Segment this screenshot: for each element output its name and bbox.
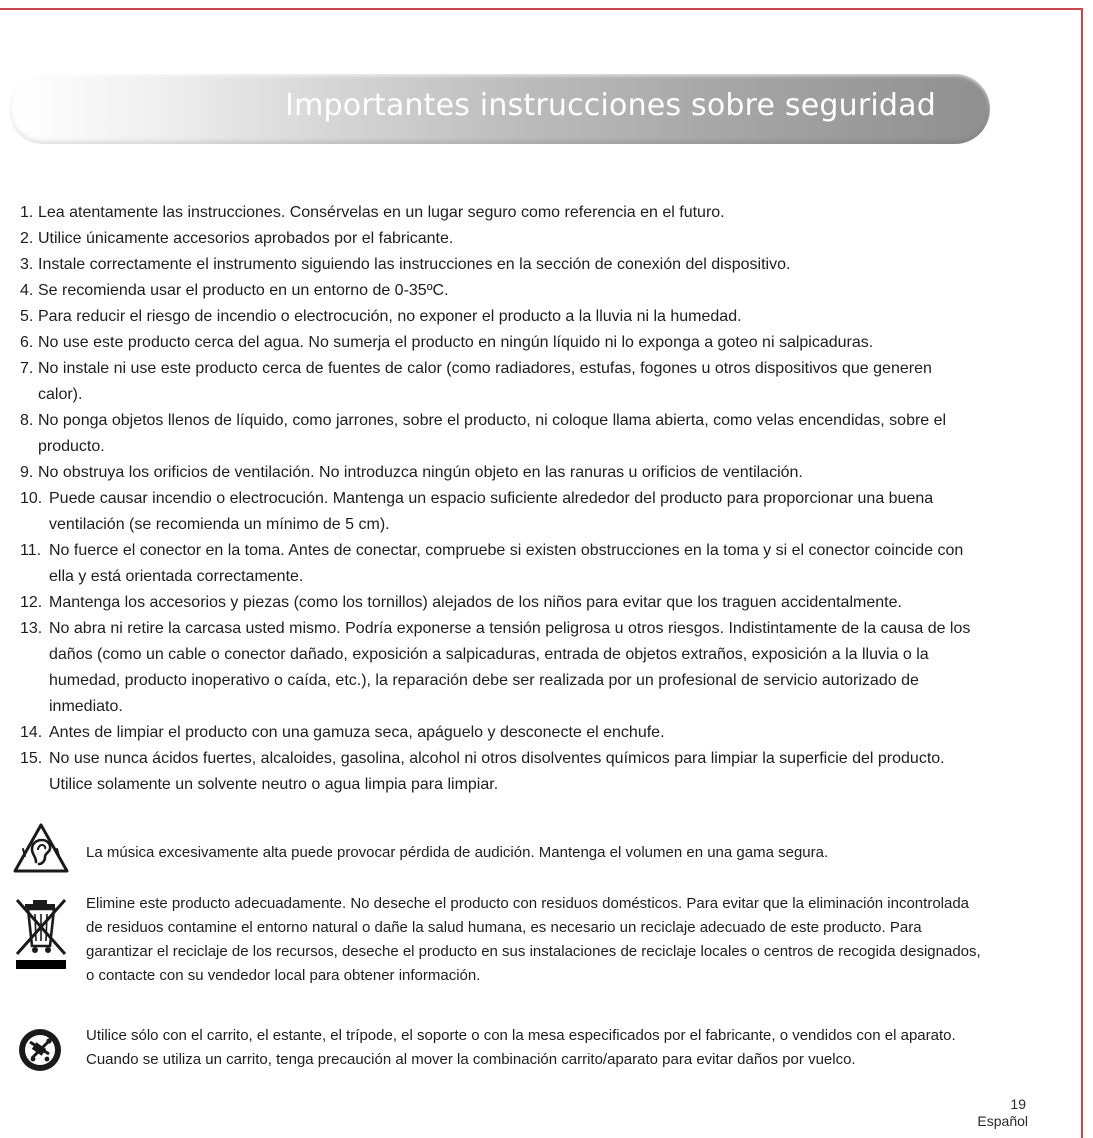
instruction-item bbox=[20, 590, 980, 616]
instruction-text: Lea atentamente las instrucciones. Consérvelas en un lugar seguro como referencia en el futuro. bbox=[38, 204, 725, 221]
instruction-item bbox=[20, 538, 980, 590]
hearing-warning-icon bbox=[12, 822, 70, 874]
instruction-item bbox=[20, 720, 980, 746]
instruction-number: 5. bbox=[20, 308, 34, 325]
instruction-text: Antes de limpiar el producto con una gamuza seca, apáguelo y desconecte el enchufe. bbox=[49, 724, 665, 741]
instruction-item bbox=[20, 252, 980, 278]
instruction-item bbox=[20, 330, 980, 356]
instruction-number: 15. bbox=[20, 750, 43, 767]
instruction-number: 2. bbox=[20, 230, 34, 247]
page-number: 19 bbox=[1010, 1096, 1026, 1112]
instruction-text: No instale ni use este producto cerca de fuentes de calor (como radiadores, estufas, fogones u otros dispositivos que generen calor). bbox=[38, 360, 932, 403]
instruction-number: 12. bbox=[20, 594, 43, 611]
instruction-item bbox=[20, 486, 980, 538]
instruction-number: 8. bbox=[20, 412, 34, 429]
instruction-number: 9. bbox=[20, 464, 34, 481]
page-frame-top-border bbox=[0, 8, 1083, 10]
language-label: Español bbox=[977, 1113, 1028, 1129]
safety-instructions-list bbox=[20, 200, 980, 798]
instruction-item bbox=[20, 304, 980, 330]
instruction-text: Mantenga los accesorios y piezas (como los tornillos) alejados de los niños para evitar que los traguen accidentalmente. bbox=[49, 594, 902, 611]
instruction-item bbox=[20, 200, 980, 226]
instruction-number: 11. bbox=[20, 542, 42, 559]
instruction-number: 3. bbox=[20, 256, 34, 273]
crossed-bin-weee-icon bbox=[14, 894, 68, 976]
instruction-item bbox=[20, 356, 980, 408]
hearing-warning-text: La música excesivamente alta puede provocar pérdida de audición. Mantenga el volumen en una gama segura. bbox=[86, 844, 829, 861]
instruction-text: Se recomienda usar el producto en un entorno de 0-35ºC. bbox=[38, 282, 449, 299]
instruction-text: No fuerce el conector en la toma. Antes de conectar, compruebe si existen obstrucciones en la toma y si el conector coincide con ella y está orientada correctamente. bbox=[49, 542, 964, 585]
instruction-number: 1. bbox=[20, 204, 34, 221]
instruction-item bbox=[20, 746, 980, 798]
instruction-text: Puede causar incendio o electrocución. Mantenga un espacio suficiente alrededor del producto para proporcionar una buena ventilación (se recomienda un mínimo de 5 cm). bbox=[49, 490, 934, 533]
cart-warning-text: Utilice sólo con el carrito, el estante, el trípode, el soporte o con la mesa especificados por el fabricante, o vendidos con el aparato. Cuando se utiliza un carrito, tenga precaución al mover la combinación carrito/aparato para evitar daños por vuelco. bbox=[86, 1027, 956, 1068]
instruction-item bbox=[20, 408, 980, 460]
instruction-number: 10. bbox=[20, 490, 43, 507]
instruction-item bbox=[20, 616, 980, 720]
instruction-text: Instale correctamente el instrumento siguiendo las instrucciones en la sección de conexión del dispositivo. bbox=[38, 256, 791, 273]
instruction-item bbox=[20, 460, 980, 486]
instruction-text: No use nunca ácidos fuertes, alcaloides, gasolina, alcohol ni otros disolventes químicos para limpiar la superficie del producto. Utilice solamente un solvente neutro o agua limpia para limpiar. bbox=[49, 750, 945, 793]
instruction-item bbox=[20, 226, 980, 252]
instruction-text: No use este producto cerca del agua. No sumerja el producto en ningún líquido ni lo exponga a goteo ni salpicaduras. bbox=[38, 334, 874, 351]
instruction-number: 7. bbox=[20, 360, 34, 377]
instruction-item bbox=[20, 278, 980, 304]
instruction-text: No obstruya los orificios de ventilación. No introduzca ningún objeto en las ranuras u orificios de ventilación. bbox=[38, 464, 803, 481]
instruction-number: 14. bbox=[20, 724, 43, 741]
instruction-text: No ponga objetos llenos de líquido, como jarrones, sobre el producto, ni coloque llama abierta, como velas encendidas, sobre el producto. bbox=[38, 412, 947, 455]
page-frame-right-border bbox=[1081, 8, 1083, 1138]
disposal-notice-text: Elimine este producto adecuadamente. No deseche el producto con residuos domésticos. Para evitar que la eliminación incontrolada de residuos contamine el entorno natural o dañe la salud humana, es necesario un reciclaje adecuado de este producto. Para garantizar el reciclaje de los recursos, deseche el producto en sus instalaciones de reciclaje locales o centros de recogida designados, o contacte con su vendedor local para obtener información. bbox=[86, 895, 981, 984]
instruction-text: Para reducir el riesgo de incendio o electrocución, no exponer el producto a la lluvia ni la humedad. bbox=[38, 308, 742, 325]
instruction-text: No abra ni retire la carcasa usted mismo. Podría exponerse a tensión peligrosa u otros riesgos. Indistintamente de la causa de los daños (como un cable o conector dañado, exposición a salpicaduras, entrada de objetos extraños, exposición a la lluvia o la humedad, producto inoperativo o caída, etc.), la reparación debe ser realizada por un profesional de servicio autorizado de inmediato. bbox=[49, 620, 971, 715]
instruction-number: 13. bbox=[20, 620, 43, 637]
title-banner bbox=[10, 74, 990, 144]
instruction-number: 4. bbox=[20, 282, 34, 299]
instruction-text: Utilice únicamente accesorios aprobados por el fabricante. bbox=[38, 230, 454, 247]
page-title: Importantes instrucciones sobre seguridad bbox=[285, 88, 936, 123]
cart-tip-over-icon bbox=[18, 1028, 62, 1072]
instruction-number: 6. bbox=[20, 334, 34, 351]
